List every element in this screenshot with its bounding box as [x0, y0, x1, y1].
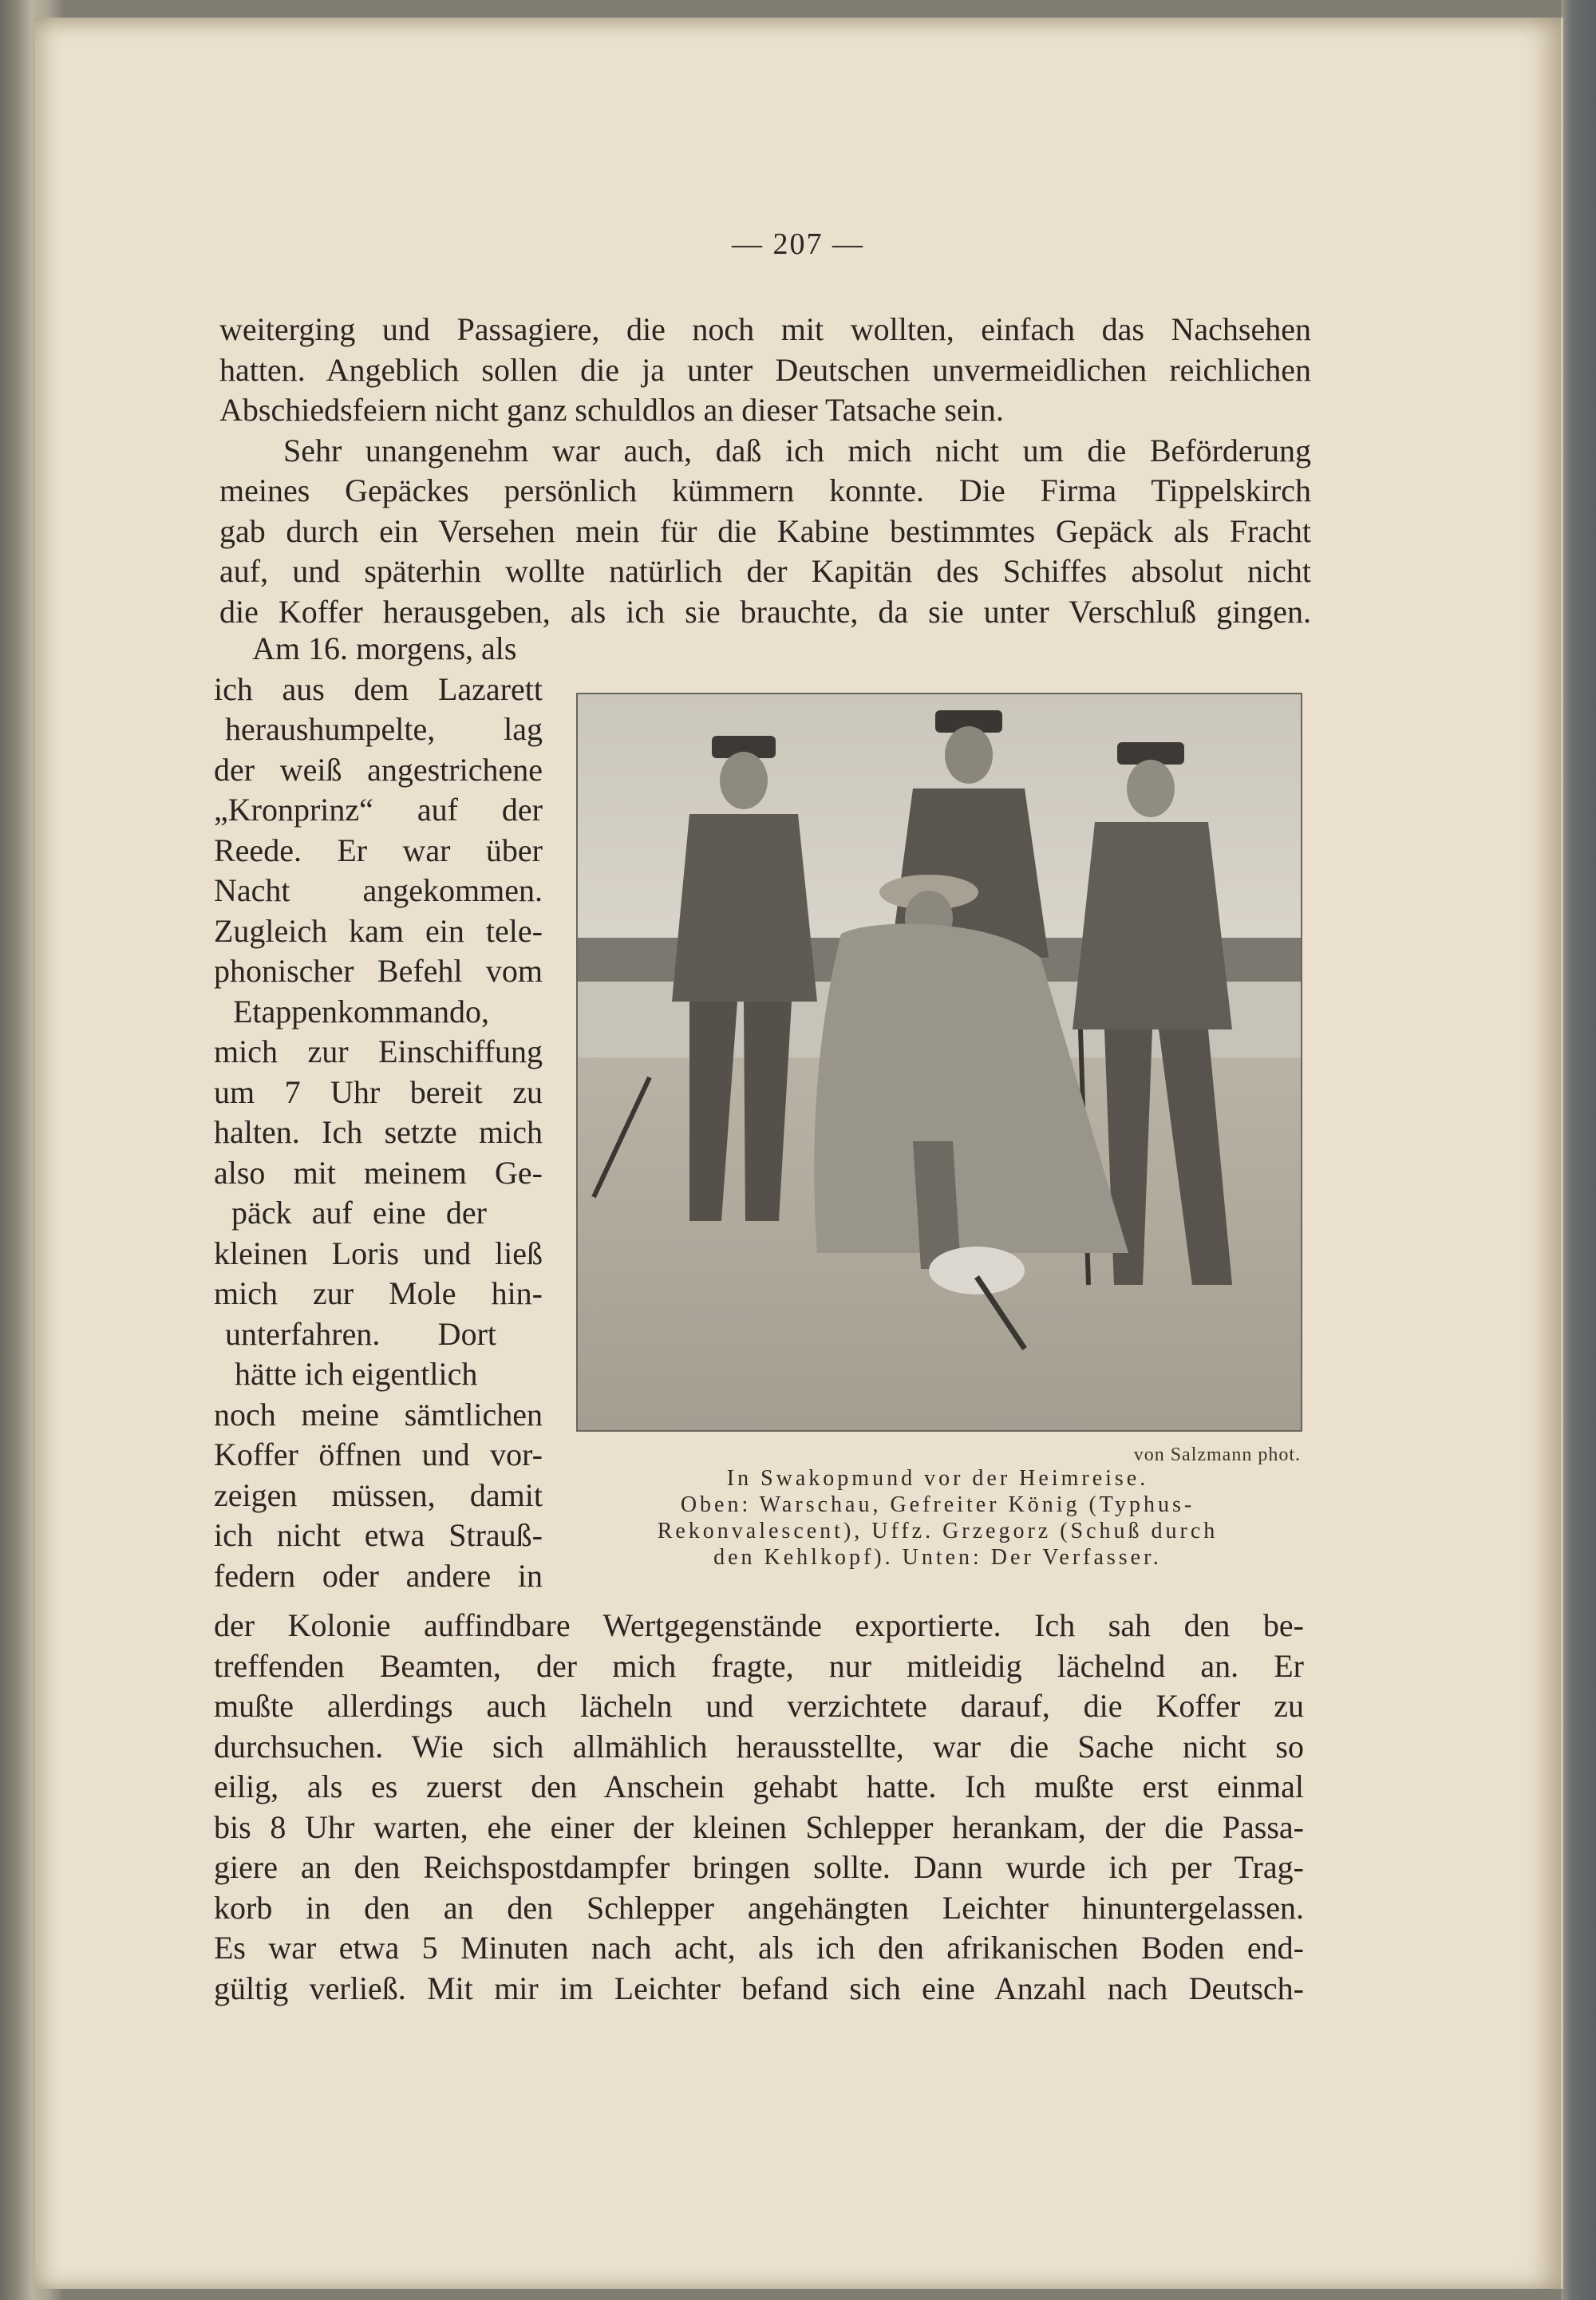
text-line: Es war etwa 5 Minuten nach acht, als ich den afrikanischen Boden end- [214, 1930, 1304, 1966]
text-line: Reede. Er war über [214, 832, 543, 868]
text-line: Nacht angekommen. [214, 872, 543, 908]
text-line: kleinen Loris und ließ [214, 1235, 543, 1271]
text-line: noch meine sämtlichen [214, 1396, 543, 1433]
text-line: Sehr unangenehm war auch, daß ich mich nicht um die Beförderung [283, 432, 1311, 468]
text-line: „Kronprinz“ auf der [214, 792, 543, 828]
text-line: zeigen müssen, damit [214, 1476, 543, 1513]
text-line: heraushumpelte, lag [225, 711, 543, 747]
text-line: der Kolonie auffindbare Wertgegenstände exportierte. Ich sah den be- [214, 1607, 1304, 1643]
text-line: mußte allerdings auch lächeln und verzichtete darauf, die Koffer zu [214, 1688, 1304, 1724]
text-line: Am 16. morgens, als [252, 630, 517, 666]
figure-caption [576, 1465, 1299, 1571]
text-line: treffenden Beamten, der mich fragte, nur mitleidig lächelnd an. Er [214, 1647, 1304, 1684]
text-line: die Koffer herausgeben, als ich sie brauchte, da sie unter Verschluß gingen. [219, 593, 1311, 630]
text-line: ich aus dem Lazarett [214, 670, 543, 707]
text-line: korb in den an den Schlepper angehängten Leichter hinuntergelassen. [214, 1889, 1304, 1926]
page-number: — 207 — [732, 227, 864, 261]
caption-line: Oben: Warschau, Gefreiter König (Typhus- [680, 1492, 1195, 1517]
caption-line: Rekonvalescent), Uffz. Grzegorz (Schuß durch [657, 1519, 1219, 1543]
text-line: gültig verließ. Mit mir im Leichter befand sich eine Anzahl nach Deutsch- [214, 1970, 1304, 2006]
text-line: Abschiedsfeiern nicht ganz schuldlos an dieser Tatsache sein. [219, 392, 1004, 428]
text-line: Zugleich kam ein tele- [214, 912, 543, 949]
text-line: meines Gepäckes persönlich kümmern konnte. Die Firma Tippelskirch [219, 472, 1311, 508]
text-line: eilig, als es zuerst den Anschein gehabt hatte. Ich mußte erst einmal [214, 1768, 1304, 1804]
side-column [214, 629, 543, 1596]
text-line: auf, und späterhin wollte natürlich der Kapitän des Schiffes absolut nicht [219, 553, 1311, 589]
text-line: päck auf eine der [231, 1195, 487, 1231]
text-line: weiterging und Passagiere, die noch mit wollten, einfach das Nachsehen [219, 311, 1311, 347]
bottom-paragraph [214, 1606, 1304, 2009]
text-line: halten. Ich setzte mich [214, 1114, 543, 1150]
top-paragraph [219, 310, 1311, 632]
text-line: phonischer Befehl vom [214, 953, 543, 989]
text-line: hätte ich eigentlich [235, 1356, 478, 1392]
photo-credit: von Salzmann phot. [1133, 1444, 1301, 1465]
text-line: bis 8 Uhr warten, ehe einer der kleinen Schlepper herankam, der die Passa- [214, 1808, 1304, 1845]
text-line: giere an den Reichspostdampfer bringen sollte. Dann wurde ich per Trag- [214, 1849, 1304, 1885]
text-line: unterfahren. Dort [225, 1315, 496, 1352]
text-line: also mit meinem Ge- [214, 1154, 543, 1191]
text-line: durchsuchen. Wie sich allmählich herausstellte, war die Sache nicht so [214, 1728, 1304, 1765]
text-line: gab durch ein Versehen mein für die Kabine bestimmtes Gepäck als Fracht [219, 512, 1311, 549]
text-line: Koffer öffnen und vor- [214, 1437, 543, 1472]
text-line: mich zur Einschiffung [214, 1033, 543, 1069]
text-line: Etappenkommando, [233, 993, 490, 1029]
text-line: der weiß angestrichene [214, 751, 543, 788]
text-line: federn oder andere in [214, 1557, 543, 1594]
caption-line: den Kehlkopf). Unten: Der Verfasser. [713, 1545, 1162, 1570]
photograph [576, 693, 1302, 1432]
text-line: mich zur Mole hin- [214, 1275, 543, 1311]
text-line: ich nicht etwa Strauß- [214, 1517, 543, 1553]
caption-line: In Swakopmund vor der Heimreise. [726, 1466, 1149, 1491]
book-cover-edge [1561, 0, 1596, 2300]
text-line: hatten. Angeblich sollen die ja unter Deutschen unvermeidlichen reichlichen [219, 351, 1311, 388]
photo-scene [578, 694, 1301, 1430]
text-line: um 7 Uhr bereit zu [214, 1073, 543, 1110]
